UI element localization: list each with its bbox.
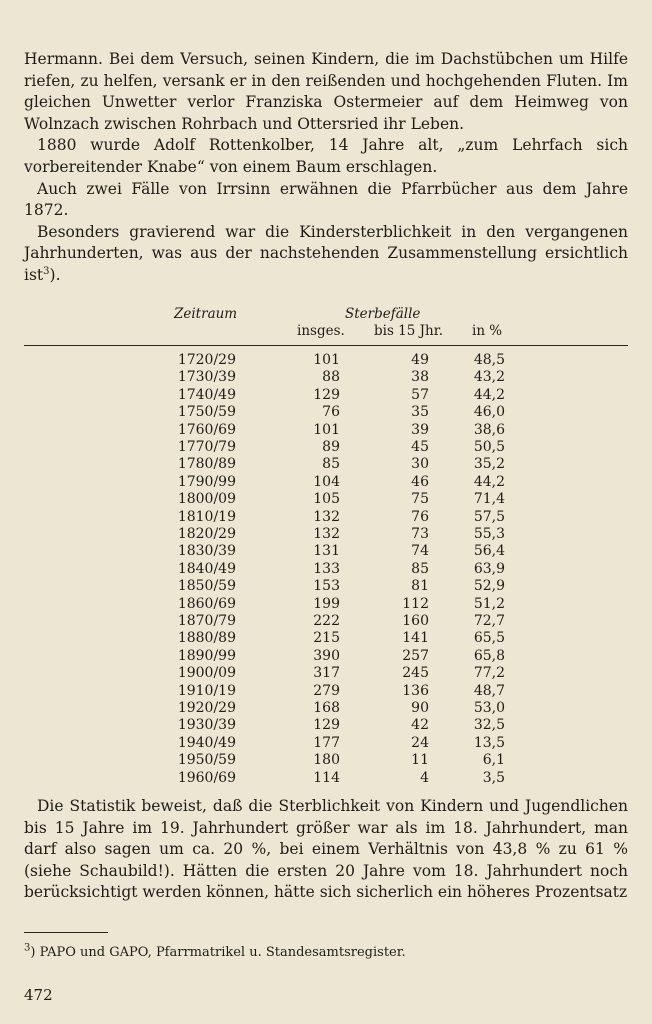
- cell-total: 177: [313, 734, 340, 751]
- cell-children: 35: [411, 404, 429, 421]
- cell-children: 81: [411, 578, 429, 595]
- cell-period: 1830/39: [177, 543, 236, 560]
- cell-children: 24: [411, 734, 429, 751]
- cell-percent: 48,7: [473, 682, 505, 699]
- cell-percent: 13,5: [473, 734, 505, 751]
- cell-percent: 57,5: [473, 508, 505, 525]
- table-row: [0, 768, 652, 788]
- cell-total: 168: [313, 700, 340, 716]
- cell-children: 76: [411, 508, 429, 525]
- cell-children: 45: [411, 439, 429, 455]
- cell-total: 101: [313, 352, 340, 368]
- cell-percent: 72,7: [473, 613, 505, 629]
- cell-period: 1890/99: [177, 647, 236, 664]
- cell-total: 101: [313, 421, 340, 438]
- cell-total: 76: [322, 404, 340, 421]
- cell-percent: 38,6: [473, 421, 505, 438]
- cell-total: 180: [313, 752, 340, 769]
- cell-children: 112: [402, 595, 429, 612]
- cell-children: 49: [411, 352, 429, 368]
- cell-percent: 51,2: [473, 595, 505, 612]
- cell-period: 1870/79: [177, 613, 236, 629]
- cell-children: 85: [411, 560, 429, 577]
- cell-children: 42: [411, 717, 429, 734]
- cell-children: 160: [402, 613, 429, 629]
- cell-percent: 35,2: [473, 456, 505, 473]
- intro-text: [24, 49, 628, 287]
- cell-total: 129: [313, 386, 340, 403]
- cell-percent: 48,5: [473, 352, 505, 368]
- cell-total: 105: [313, 491, 340, 508]
- cell-children: 57: [411, 386, 429, 403]
- cell-period: 1880/89: [177, 630, 236, 647]
- cell-period: 1730/39: [177, 369, 236, 386]
- paragraph-statistik: Die Statistik beweist, daß die Sterblichkeit von Kindern und Jugendlichen bis 15 Jahre im 19. Jahrhundert größer war als im 18. Jahrhundert, man darf also sagen um ca. 20 %, bei einem Verhältnis von 43,8 % zu 61 % (siehe Schaubild!). Hätten die ersten 20 Jahre vom 18. Jahrhundert noch berücksichtigt werden können, hätte sich sicherlich ein höheres Prozentsatz: [24, 797, 628, 902]
- cell-total: 390: [313, 647, 340, 664]
- cell-percent: 44,2: [473, 386, 505, 403]
- cell-period: 1800/09: [177, 491, 236, 508]
- cell-children: 46: [411, 473, 429, 490]
- cell-percent: 56,4: [473, 543, 505, 560]
- footnote-rule: [24, 932, 108, 933]
- cell-period: 1810/19: [177, 508, 236, 525]
- cell-total: 132: [313, 526, 340, 542]
- cell-percent: 44,2: [473, 473, 505, 490]
- cell-children: 90: [411, 700, 429, 716]
- cell-percent: 63,9: [473, 560, 505, 577]
- footnote-reference: 3: [43, 265, 50, 277]
- footnote: [24, 944, 406, 962]
- cell-total: 104: [313, 473, 340, 490]
- cell-period: 1840/49: [177, 560, 236, 577]
- cell-period: 1860/69: [177, 595, 236, 612]
- cell-percent: 53,0: [473, 700, 505, 716]
- cell-period: 1790/99: [177, 473, 236, 490]
- table-header-rule: [24, 345, 628, 346]
- cell-period: 1960/69: [177, 769, 236, 786]
- cell-children: 141: [402, 630, 429, 647]
- cell-children: 38: [411, 369, 429, 386]
- cell-total: 317: [313, 665, 340, 682]
- cell-period: 1820/29: [177, 526, 236, 542]
- cell-total: 129: [313, 717, 340, 734]
- cell-period: 1940/49: [177, 734, 236, 751]
- cell-percent: 65,5: [473, 630, 505, 647]
- cell-period: 1760/69: [177, 421, 236, 438]
- paragraph-kindersterblichkeit: [24, 222, 628, 287]
- cell-period: 1770/79: [177, 439, 236, 455]
- cell-children: 73: [411, 526, 429, 542]
- footnote-text: ) PAPO und GAPO, Pfarrmatrikel u. Standesamtsregister.: [30, 945, 406, 960]
- cell-percent: 77,2: [473, 665, 505, 682]
- paragraph-flood: Hermann. Bei dem Versuch, seinen Kindern, die im Dachstübchen um Hilfe riefen, zu helfen, versank er in den reißenden und hochgehenden Fluten. Im gleichen Unwetter verlor Franziska Ostermeier auf dem Heimweg von Wolnzach zwischen Rohrbach und Ottersried ihr Leben.: [24, 50, 628, 133]
- header-deaths: Sterbefälle: [345, 306, 421, 322]
- cell-percent: 3,5: [482, 769, 505, 786]
- cell-children: 75: [411, 491, 429, 508]
- cell-percent: 55,3: [473, 526, 505, 542]
- cell-percent: 46,0: [473, 404, 505, 421]
- cell-children: 245: [402, 665, 429, 682]
- cell-percent: 43,2: [473, 369, 505, 386]
- cell-children: 4: [420, 769, 429, 786]
- cell-percent: 6,1: [482, 752, 505, 769]
- cell-period: 1740/49: [177, 386, 236, 403]
- cell-children: 74: [411, 543, 429, 560]
- cell-period: 1780/89: [177, 456, 236, 473]
- cell-children: 11: [411, 752, 429, 769]
- cell-children: 136: [402, 682, 429, 699]
- cell-percent: 32,5: [473, 717, 505, 734]
- header-total: insges.: [297, 323, 345, 339]
- cell-period: 1930/39: [177, 717, 236, 734]
- cell-period: 1920/29: [177, 700, 236, 716]
- paragraph-irrsinn: Auch zwei Fälle von Irrsinn erwähnen die Pfarrbücher aus dem Jahre 1872.: [24, 179, 628, 220]
- cell-period: 1720/29: [177, 352, 236, 368]
- cell-total: 89: [322, 439, 340, 455]
- cell-total: 133: [313, 560, 340, 577]
- cell-total: 131: [313, 543, 340, 560]
- footnote-mark: 3: [24, 942, 31, 954]
- cell-children: 257: [402, 647, 429, 664]
- page-number: 472: [24, 986, 53, 1004]
- paragraph-kindersterblichkeit-text: Besonders gravierend war die Kindersterblichkeit in den vergangenen Jahrhunderten, was aus der nachstehenden Zusammenstellung ersichtlich ist: [24, 222, 628, 284]
- cell-total: 132: [313, 508, 340, 525]
- cell-total: 222: [313, 613, 340, 629]
- paragraph-kindersterblichkeit-end: ).: [49, 265, 61, 284]
- cell-period: 1850/59: [177, 578, 236, 595]
- cell-percent: 65,8: [473, 647, 505, 664]
- header-percent: in %: [472, 323, 503, 339]
- cell-period: 1950/59: [177, 752, 236, 769]
- cell-period: 1900/09: [177, 665, 236, 682]
- cell-total: 279: [313, 682, 340, 699]
- outro-text: [24, 796, 628, 904]
- cell-total: 114: [313, 769, 340, 786]
- cell-percent: 52,9: [473, 578, 505, 595]
- cell-total: 215: [313, 630, 340, 647]
- cell-total: 85: [322, 456, 340, 473]
- cell-children: 30: [411, 456, 429, 473]
- cell-percent: 50,5: [473, 439, 505, 455]
- cell-period: 1750/59: [177, 404, 236, 421]
- header-children: bis 15 Jhr.: [374, 323, 444, 339]
- cell-total: 88: [322, 369, 340, 386]
- cell-children: 39: [411, 421, 429, 438]
- cell-period: 1910/19: [177, 682, 236, 699]
- cell-total: 199: [313, 595, 340, 612]
- cell-percent: 71,4: [473, 491, 505, 508]
- paragraph-rottenkolber: 1880 wurde Adolf Rottenkolber, 14 Jahre alt, „zum Lehrfach sich vorbereitender Knabe“ von einem Baum erschlagen.: [24, 136, 628, 176]
- cell-total: 153: [313, 578, 340, 595]
- header-period: Zeitraum: [174, 306, 238, 322]
